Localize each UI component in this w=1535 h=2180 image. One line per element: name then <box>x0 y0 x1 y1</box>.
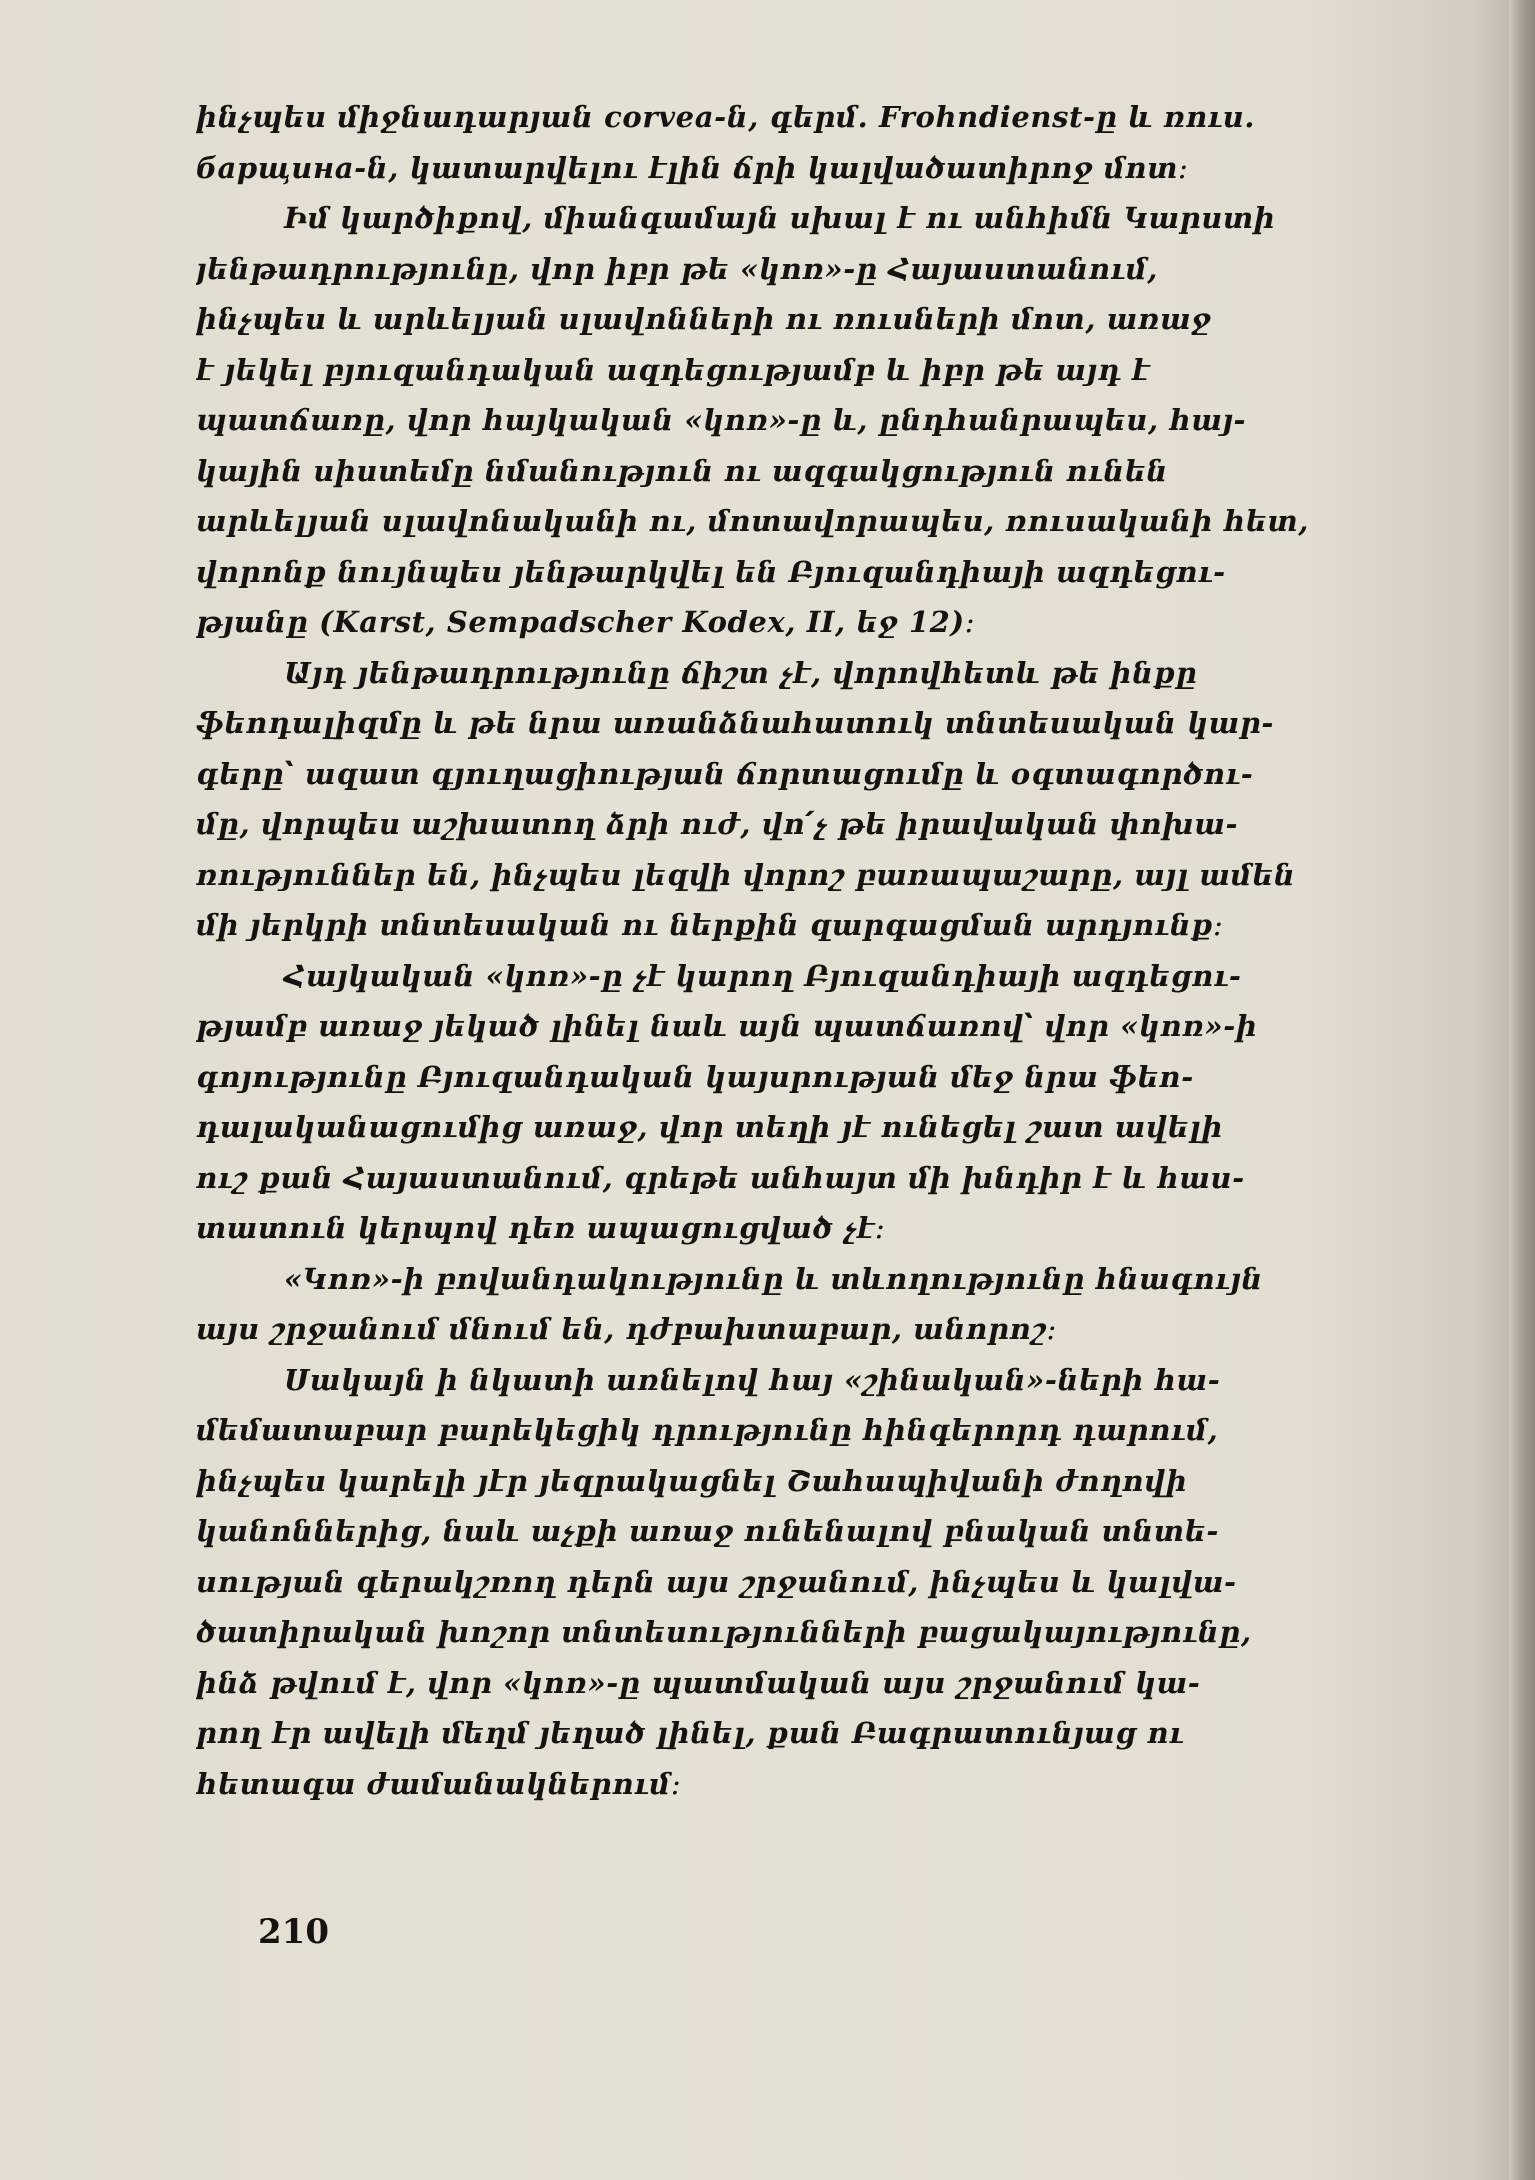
text-line: այս շրջանում մնում են, դժբախտաբար, անորոշ։ <box>196 1312 1057 1346</box>
text-line: դալականացումից առաջ, վոր տեղի յէ ունեցել շատ ավելի <box>196 1110 1224 1144</box>
text-line: ինձ թվում է, վոր «կոռ»-ը պատմական այս շրջանում կա- <box>196 1665 1201 1700</box>
text-line: ֆեոդալիզմը և թե նրա առանձնահատուկ տնտեսական կար- <box>196 706 1275 740</box>
text-line: ռություններ են, ինչպես լեզվի վորոշ բառապաշարը, այլ ամեն <box>196 857 1296 892</box>
text-line: պատճառը, վոր հայկական «կոռ»-ը և, ընդհանրապես, հայ- <box>196 403 1247 437</box>
text-line: մը, վորպես աշխատող ձրի ուժ, վո՛չ թե իրավական փոխա- <box>196 807 1239 841</box>
text-line: սության գերակշռող դերն այս շրջանում, ինչպես և կալվա- <box>196 1564 1237 1599</box>
text-line: արևելյան սլավոնականի ու, մոտավորապես, ռուսականի հետ, <box>196 504 1309 538</box>
text-line: է յեկել բյուզանդական ազդեցությամբ և իբր թե այդ է <box>196 352 1151 387</box>
text-line: ինչպես կարելի յէր յեզրակացնել Շահապիվանի ժողովի <box>196 1463 1188 1498</box>
text-line: րող էր ավելի մեղմ յեղած լինել, քան Բագրատունյաց ու <box>196 1716 1185 1750</box>
text-line: տատուն կերպով դեռ ապացուցված չէ։ <box>196 1211 886 1245</box>
text-line: գերը՝ ազատ գյուղացիության ճորտացումը և օգտագործու- <box>196 756 1254 791</box>
page-number: 210 <box>258 1912 329 1952</box>
text-line: կանոններից, նաև աչքի առաջ ունենալով բնական տնտե- <box>196 1514 1219 1548</box>
text-line: կային սիստեմը նմանություն ու ազգակցություն ունեն <box>196 453 1168 488</box>
text-line: մի յերկրի տնտեսական ու ներքին զարգացման արդյունք։ <box>196 908 1224 942</box>
text-line: барщина-ն, կատարվելու էլին ճրի կալվածատիրոջ մոտ։ <box>196 150 1189 185</box>
text-line: ինչպես միջնադարյան corvea-ն, գերմ. Frohndienst-ը և ռուս. <box>196 100 1256 134</box>
text-line: թյամբ առաջ յեկած լինել նաև այն պատճառով՝ վոր «կոռ»-ի <box>196 1009 1258 1043</box>
paragraph-start-line: Սակայն ի նկատի առնելով հայ «շինական»-ների հա- <box>284 1362 1221 1397</box>
text-line: ուշ քան Հայաստանում, գրեթե անհայտ մի խնդիր է և հաս- <box>196 1160 1245 1195</box>
text-line: վորոնք նույնպես յենթարկվել են Բյուզանդիայի ազդեցու- <box>196 554 1226 589</box>
text-line: յենթադրությունը, վոր իբր թե «կոռ»-ը Հայաստանում, <box>196 251 1158 286</box>
paragraph-start-line: Հայկական «կոռ»-ը չէ կարող Բյուզանդիայի ազդեցու- <box>284 958 1242 993</box>
page-binding-edge <box>1509 0 1535 2180</box>
paragraph-start-line: Իմ կարծիքով, միանգամայն սխալ է ու անհիմն Կարստի <box>284 201 1276 235</box>
text-line: գոյությունը Բյուզանդական կայսրության մեջ նրա ֆեո- <box>196 1059 1194 1094</box>
text-line: հետագա ժամանակներում։ <box>196 1766 682 1801</box>
paragraph-start-line: Այդ յենթադրությունը ճիշտ չէ, վորովհետև թե ինքը <box>284 655 1198 690</box>
text-line: ծատիրական խոշոր տնտեսությունների բացակայությունը, <box>196 1615 1252 1649</box>
text-line: ինչպես և արևելյան սլավոնների ու ռուսների մոտ, առաջ <box>196 302 1212 336</box>
text-line: մեմատաբար բարեկեցիկ դրությունը հինգերորդ դարում, <box>196 1413 1219 1447</box>
body-text <box>196 92 1376 1809</box>
paragraph-start-line: «Կոռ»-ի բովանդակությունը և տևողությունը հնագույն <box>284 1261 1263 1296</box>
text-line: թյանը (Karst, Sempadscher Kodex, II, եջ 12)։ <box>196 605 976 639</box>
